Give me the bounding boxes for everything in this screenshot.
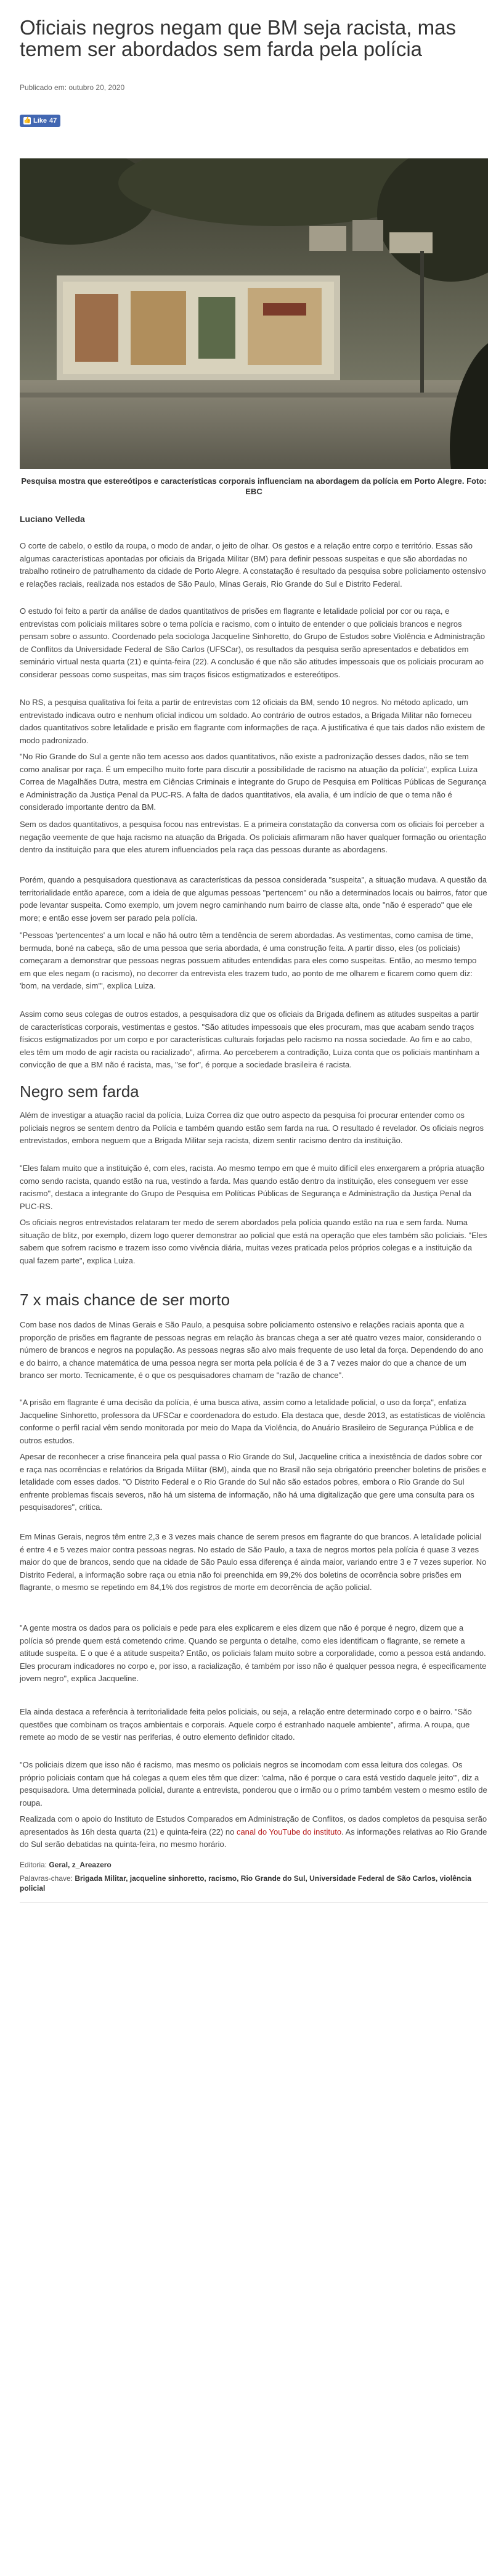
paragraph: "Pessoas 'pertencentes' a um local e não há outro têm a tendência de serem abordadas. As vestimentas, como camisa de time, bermuda, boné na cabeça, são de uma pessoa que seria abordada, é uma construção feita. A partir disso, eles (os policiais) começaram a demonstrar que pessoas negras possuem atitudes entendidas para eles como suspeitas. Então, ao mesmo tempo em que eles negam (o racismo), no decorrer da entrevista eles trazem tudo, ao ponto de me olharem e ficarem como quem diz: 'bom, na verdade, sim'", explica Luiza.: [20, 931, 477, 990]
paragraph: Sem os dados quantitativos, a pesquisa focou nas entrevistas. E a primeira constatação da conversa com os oficiais foi perceber a negação veemente de que haja racismo na atuação da Brigada. Os policiais afirmaram não haver qualquer formação ou orientação dentro da instituição para que eles aturem influenciados pela raça das pessoas durante as abordagens.: [20, 820, 487, 854]
facebook-like-button[interactable]: [20, 115, 60, 127]
closing-text: . As informações relativas ao Rio Grande do Sul serão debatidas na quinta-feira, no mesmo horário.: [20, 1827, 487, 1849]
paragraph: "No Rio Grande do Sul a gente não tem acesso aos dados quantitativos, não existe a padronização desses dados, não se tem como analisar por raça. É um empecilho muito forte para discutir a possibilidade de racismo na atuação da polícia", explica Luiza Correa de Magalhães Dutra, mestra em Ciências Criminais e integrante do Grupo de Pesquisa em Políticas Públicas de Segurança e Administração da Justiça Penal da PUC-RS. A falta de dados quantitativos, ela avalia, é um indício de que o tema não é considerado importante dentro da BM.: [20, 752, 487, 812]
paragraph: O estudo foi feito a partir da análise de dados quantitativos de prisões em flagrante e letalidade policial por cor ou raça, e entrevistas com policiais militares sobre o tema polícia e racismo, com o intuito de entender o que policiais brancos e negros pensam sobre o assunto. Coordenado pela sociologa Jacqueline Sinhoretto, do Grupo de Estudos sobre Violência e Administração de Conflitos da Universidade Federal de São Carlos (UFSCar), os resultados da pesquisa serão apresentados e debatidos em seminário virtual nesta quarta (21) e quinta-feira (22). A conclusão é que não são atitudes impessoais que os policiais procuram ao considerar pessoas como suspeitas, mas sim traços fisicos estigmatizados e estereótipos.: [20, 606, 485, 679]
paragraph: "Eles falam muito que a instituição é, com eles, racista. Ao mesmo tempo em que é muito difícil eles enxergarem a própria atuação como sendo racista, quando estão na rua, vestindo a farda. Mas quando estão dentro da instituição, eles conseguem ver esse racismo", destaca a integrante do Grupo de Pesquisa em Políticas Públicas de Segurança e Administração da Justiça Penal da PUC-RS.: [20, 1164, 484, 1211]
closing-text: Realizada com o apoio do Instituto de Estudos Comparados em Administração de Conflitos, os dados completos da pesquisa serão apresentados às 16h desta quarta (21) e quinta-feira (22) no: [20, 1814, 487, 1836]
editoria-label: Editoria:: [20, 1861, 47, 1869]
like-count: 47: [49, 117, 57, 124]
publish-date: Publicado em: outubro 20, 2020: [20, 83, 125, 92]
youtube-channel-link[interactable]: canal do YouTube do instituto: [236, 1827, 342, 1836]
tags-label: Palavras-chave:: [20, 1874, 73, 1883]
tags-line: [20, 1873, 488, 1893]
photo-illustration: [20, 158, 488, 469]
paragraph: "A gente mostra os dados para os policiais e pede para eles explicarem e eles dizem que não é porque é negro, dizem que a polícia só prende quem está cometendo crime. Quando se pergunta o detalhe, como eles identificam o flagrante, se remete a atitude suspeita. E o que é a atitude suspeita? Então, os policiais falam muito sobre a corporalidade, como a pessoa está andando. Eles procuram indicadores no corpo e, por isso, a racialização, é também por isso não é qualquer pessoa negra, é especificamente jovem negro", explica Jacqueline.: [20, 1623, 487, 1683]
article-photo: [20, 158, 488, 469]
paragraph: Além de investigar a atuação racial da polícia, Luiza Correa diz que outro aspecto da pesquisa foi procurar entender como os policiais negros se sentem dentro da Polícia e também quando estão sem farda na rua. O resultado é revelador. Os oficiais negros entrevistados, embora neguem que a Brigada Militar seja racista, dizem sentir racismo dentro da instituição.: [20, 1111, 484, 1145]
photo-caption: Pesquisa mostra que estereótipos e características corporais influenciam na abordagem da polícia em Porto Alegre. Foto: EBC: [21, 476, 487, 496]
editoria-link[interactable]: Geral, z_Areazero: [49, 1861, 112, 1869]
author-name: Luciano Velleda: [20, 514, 85, 524]
facebook-thumb-icon: 👍: [23, 117, 31, 124]
paragraph: Apesar de reconhecer a crise financeira pela qual passa o Rio Grande do Sul, Jacqueline critica a inexistência de dados sobre cor e raça nas ocorrências e relatórios da Brigada Militar (BM), ainda que no Brasil não seja obrigatório preencher boletins de prisões e letalidade com esses dados. "O Distrito Federal e o Rio Grande do Sul não são estados pobres, embora o Rio Grande do Sul enfrente problemas fiscais severos, não há um sistema de informação, não há uma digitalização que gere uma consulta para os pesquisadores", critica.: [20, 1452, 487, 1512]
paragraph: Ela ainda destaca a referência à territorialidade feita pelos policiais, ou seja, a relação entre determinado corpo e o bairro. "São questões que combinam os traços ambientais e corporais. Aquele corpo é estranhado naquele ambiente", afirma. A roupa, que remete ao modo de se vestir nas periferias, é outro elemento definidor citado.: [20, 1707, 472, 1742]
section-heading: Negro sem farda: [20, 1082, 139, 1101]
paragraph: No RS, a pesquisa qualitativa foi feita a partir de entrevistas com 12 oficiais da BM, sendo 10 negros. No método aplicado, um entrevistado indicava outro e nenhum oficial indicou um soldado. Ao contrário de outros estados, a Brigada Militar não forneceu dados quantitativos sobre letalidade e prisão em flagrante com informações de raça. A justificativa é que tais dados não existem de modo padronizado.: [20, 698, 486, 745]
tags-links[interactable]: Brigada Militar, jacqueline sinhoretto, racismo, Rio Grande do Sul, Universidade Federal de São Carlos, violência policial: [20, 1874, 471, 1893]
paragraph: Os oficiais negros entrevistados relataram ter medo de serem abordados pela polícia quando estão na rua e sem farda. Numa situação de blitz, por exemplo, dizem logo querer demonstrar ao policial que está na operação que eles também são policiais. "Eles sabem que sofrem racismo e trazem isso como vivência diária, muitas vezes praticada pelos próprios colegas e a instituição da qual fazem parte", explica Luiza.: [20, 1218, 487, 1265]
facebook-like-widget: [20, 114, 488, 127]
article-title: Oficiais negros negam que BM seja racista, mas temem ser abordados sem farda pela polícia: [20, 16, 456, 60]
paragraph: Com base nos dados de Minas Gerais e São Paulo, a pesquisa sobre policiamento ostensivo e relações raciais aponta que a proporção de prisões em flagrante de pessoas negras em relação às brancas chega a ser até quatro vezes maior, considerando o número de brancos e negros na população. As pessoas negras são alvo mais frequente de uso letal da força. Dependendo do ano e do bairro, a chance matemática de uma pessoa negra ser morta pela polícia é de 3 a 7 vezes maior do que a chance de um branco ser morto. Tecnicamente, é o que os pesquisadores chamam de "razão de chance".: [20, 1320, 484, 1380]
closing-paragraph: [20, 1813, 488, 1851]
paragraph: Em Minas Gerais, negros têm entre 2,3 e 3 vezes mais chance de serem presos em flagrante do que brancos. A letalidade policial é entre 4 e 5 vezes maior contra pessoas negras. No estado de São Paulo, a taxa de negros mortos pela polícia é quase 3 vezes maior do que de brancos, sendo que na cidade de São Paulo essa diferença é ainda maior, variando entre 3 e 7 vezes superior. No Distrito Federal, a informação sobre raça ou etnia não foi preenchida em 99,2% dos boletins de ocorrência sobre prisões em flagrante, o mesmo se repetindo em 84,1% dos registros de morte em decorrência de ação policial.: [20, 1532, 487, 1592]
paragraph: Assim como seus colegas de outros estados, a pesquisadora diz que os oficiais da Brigada definem as atitudes suspeitas a partir de características corporais, vestimentas e gestos. "São atitudes impessoais que eles procuram, mas que acabam sendo traços físicos estigmatizados por um corpo e por características culturais forjadas pelo racismo na nossa sociedade. Ao fim e ao cabo, eles têm um modo de agir racista ou racializado", afirma. Ao perceberem a contradição, Luiza conta que os policiais mantinham a convicção de que a BM não é racista, mas, "se for", é porque a sociedade brasileira é racista.: [20, 1009, 480, 1069]
paragraph: Porém, quando a pesquisadora questionava as características da pessoa considerada "suspeita", a situação mudava. A questão da territorialidade então aparece, com a ideia de que algumas pessoas "pertencem" ou não a determinados locais ou bairros, fator que pode levantar suspeita. Como exemplo, um jovem negro caminhando num bairro de classe alta, onde "não é esperado" que ele more; e então esse jovem ser parado pela polícia.: [20, 875, 487, 923]
like-label: Like: [33, 117, 47, 124]
editoria-line: [20, 1860, 112, 1870]
paragraph: "Os policiais dizem que isso não é racismo, mas mesmo os policiais negros se incomodam com essa leitura dos colegas. Os próprio policiais contam que há colegas a quem eles têm que dizer: 'calma, não é porque o cara está vestido daquele jeito'", diz a pesquisadora. Uma determinada policial, durante a entrevista, ponderou que o irmão ou o primo também vestem o mesmo estilo de roupa.: [20, 1760, 487, 1808]
paragraph: "A prisão em flagrante é uma decisão da polícia, é uma busca ativa, assim como a letalidade policial, o uso da força", enfatiza Jacqueline Sinhoretto, professora da UFSCar e coordenadora do estudo. Ela destaca que, desde 2013, as estatísticas de violência conforme o perfil racial vêm sendo monitorada por meio do Mapa da Violência, do Anuário Brasileiro de Segurança Pública e de outros estudos.: [20, 1398, 486, 1445]
section-heading: 7 x mais chance de ser morto: [20, 1290, 230, 1309]
paragraph: O corte de cabelo, o estilo da roupa, o modo de andar, o jeito de olhar. Os gestos e a relação entre corpo e território. Essas são algumas características apontadas por oficiais da Brigada Militar (BM) para definir pessoas suspeitas e que são abordadas no trabalho rotineiro de patrulhamento da cidade de Porto Alegre. A constatação é resultado da pesquisa sobre policiamento ostensivo e relações raciais, realizada nos estados de São Paulo, Minas Gerais, Rio Grande do Sul e Distrito Federal.: [20, 541, 486, 589]
